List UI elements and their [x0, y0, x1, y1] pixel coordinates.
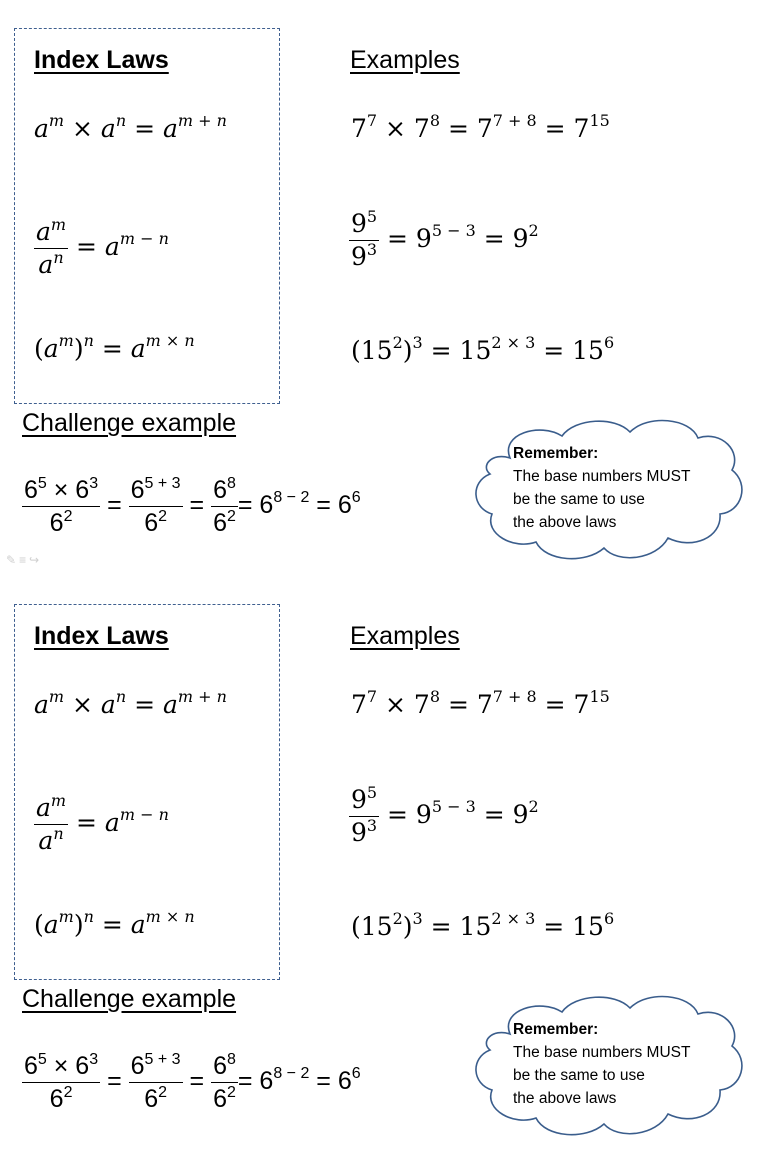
law-multiply: $a^m \times a^n = a^{m + n}$ [34, 687, 227, 719]
remember-line-3: the above laws [513, 1090, 617, 1107]
remember-line-1: The base numbers MUST [513, 1044, 691, 1061]
remember-cloud [470, 990, 746, 1142]
examples-heading: Examples [350, 622, 460, 650]
challenge-heading: Challenge example [22, 409, 237, 437]
remember-cloud [470, 414, 746, 566]
law-power: $(a^m)^n = a^{m \times n}$ [34, 907, 195, 939]
example-power: $(15^2)^3 = 15^{2 \times 3} = 15^6$ [351, 909, 615, 941]
remember-line-2: be the same to use [513, 491, 645, 508]
remember-line-1: The base numbers MUST [513, 468, 691, 485]
remember-note [513, 1018, 739, 1110]
challenge-example: $\frac{6^5 \times 6^3}{6^2}$ = $\frac{6^{5 + 3}}{6^2}$ = $\frac{6^8}{6^2}$ = $6^{8 - 2} = 6^6$ [24, 475, 361, 537]
law-multiply: $a^m \times a^n = a^{m + n}$ [34, 111, 227, 143]
law-divide: $\frac{a^m}{a^n}$ = $a^{m - n}$ [36, 215, 169, 279]
law-divide: $\frac{a^m}{a^n}$ = $a^{m - n}$ [36, 791, 169, 855]
law-power: $(a^m)^n = a^{m \times n}$ [34, 331, 195, 363]
index-laws-heading: Index Laws [34, 622, 169, 650]
remember-line-2: be the same to use [513, 1067, 645, 1084]
slide-panel-2 [0, 576, 768, 1152]
arrow-icon[interactable]: ↪ [29, 553, 43, 567]
examples-heading: Examples [350, 46, 460, 74]
challenge-heading: Challenge example [22, 985, 237, 1013]
example-multiply: $7^7 \times 7^8 = 7^{7 + 8} = 7^{15}$ [351, 687, 610, 719]
index-laws-heading: Index Laws [34, 46, 169, 74]
remember-title: Remember: [513, 445, 599, 462]
pen-icon[interactable]: ✎ [6, 553, 20, 567]
example-divide: $\frac{9^5}{9^3}$ = $9^{5 - 3} = 9^2$ [351, 207, 539, 271]
remember-line-3: the above laws [513, 514, 617, 531]
example-power: $(15^2)^3 = 15^{2 \times 3} = 15^6$ [351, 333, 615, 365]
menu-icon[interactable]: ≡ [19, 553, 30, 567]
example-multiply: $7^7 \times 7^8 = 7^{7 + 8} = 7^{15}$ [351, 111, 610, 143]
challenge-example: $\frac{6^5 \times 6^3}{6^2}$ = $\frac{6^{5 + 3}}{6^2}$ = $\frac{6^8}{6^2}$ = $6^{8 - 2} = 6^6$ [24, 1051, 361, 1113]
remember-title: Remember: [513, 1021, 599, 1038]
example-divide: $\frac{9^5}{9^3}$ = $9^{5 - 3} = 9^2$ [351, 783, 539, 847]
remember-note [513, 442, 739, 534]
slide-toolbar[interactable] [6, 553, 42, 567]
